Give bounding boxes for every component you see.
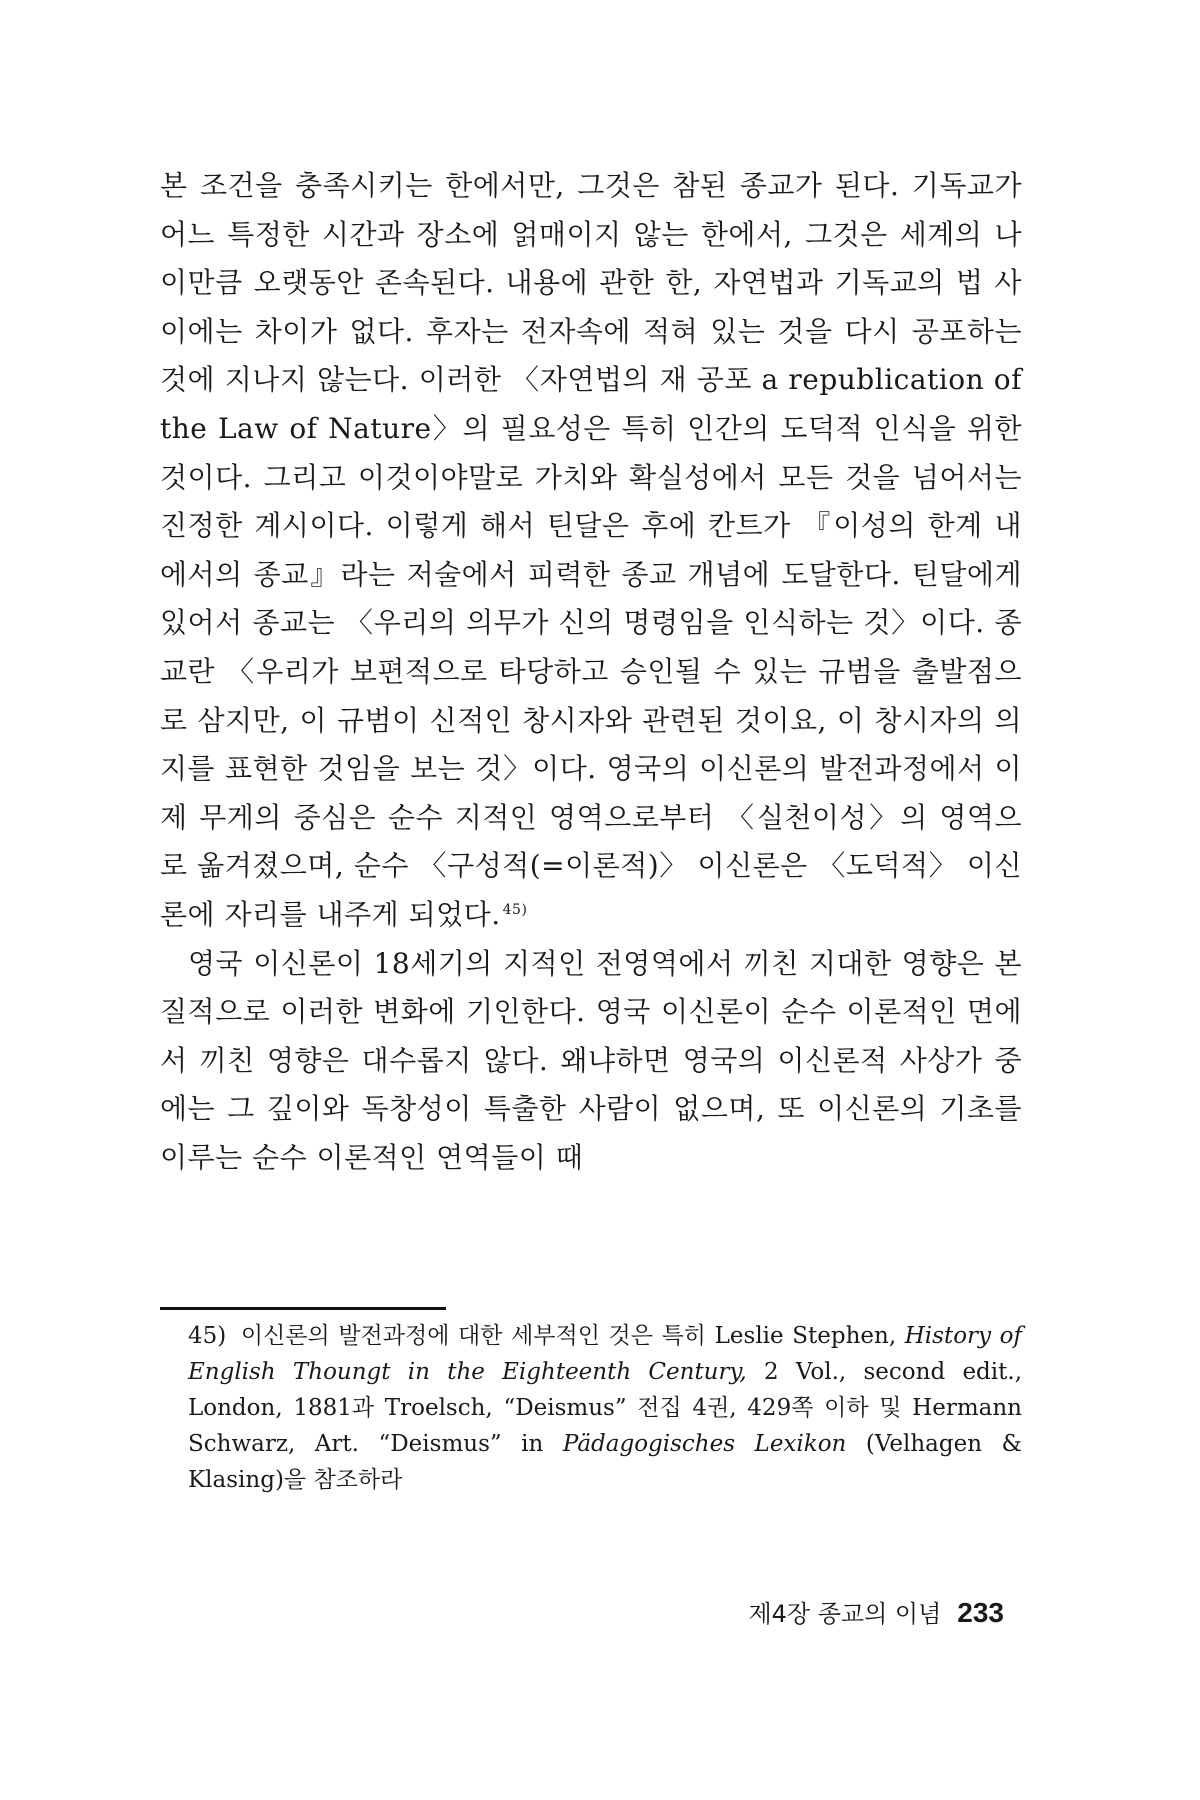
footnote-text: (Velhagen & Klasing)을 참조하라 (188, 1431, 1023, 1493)
paragraph-text: 본 조건을 충족시키는 한에서만, 그것은 참된 종교가 된다. 기독교가 어느 특정한 시간과 장소에 얽매이지 않는 한에서, 그것은 세계의 나이만큼 오랫동안 존속된다. 내용에 관한 한, 자연법과 기독교의 법 사이에는 차이가 없다. 후자는 전자속에 적혀 있는 것을 다시 공포하는 것에 지나지 않는다. 이러한 〈자연법의 재 공포 a republication of the Law of Nature〉의 필요성은 특히 인간의 도덕적 인식을 위한 것이다. 그리고 이것이야말로 가치와 확실성에서 모든 것을 넘어서는 진정한 계시이다. 이렇게 해서 틴달은 후에 칸트가 『이성의 한계 내에서의 종교』라는 저술에서 피력한 종교 개념에 도달한다. 틴달에게 있어서 종교는 〈우리의 의무가 신의 명령임을 인식하는 것〉이다. 종교란 〈우리가 보편적으로 타당하고 승인될 수 있는 규범을 출발점으로 삼지만, 이 규범이 신적인 창시자와 관련된 것이요, 이 창시자의 의지를 표현한 것임을 보는 것〉이다. 영국의 이신론의 발전과정에서 이제 무게의 중심은 순수 지적인 영역으로부터 〈실천이성〉의 영역으로 옮겨졌으며, 순수 〈구성적(=이론적)〉 이신론은 〈도덕적〉 이신론에 자리를 내주게 되었다. (160, 169, 1022, 931)
footnote-reference: 45) (502, 901, 528, 918)
footnote-text: 이신론의 발전과정에 대한 세부적인 것은 특히 Leslie Stephen, (240, 1323, 897, 1349)
running-footer (748, 1594, 1004, 1629)
footnote-book-title: History of English Thoungt in the Eighteenth Century, (188, 1323, 1023, 1385)
footnote-text: 2 Vol., second edit., London, 1881과 Troelsch, “Deismus” 전집 4권, 429쪽 이하 및 Hermann Schwarz, Art. “Deismus” in (188, 1359, 1022, 1457)
page-number: 233 (957, 1597, 1004, 1628)
paragraph: 영국 이신론이 18세기의 지적인 전영역에서 끼친 지대한 영향은 본질적으로 이러한 변화에 기인한다. 영국 이신론이 순수 이론적인 면에서 끼친 영향은 대수롭지 않다. 왜냐하면 영국의 이신론적 사상가 중에는 그 깊이와 독창성이 특출한 사람이 없으며, 또 이신론의 기초를 이루는 순수 이론적인 연역들이 때 (160, 946, 1022, 1174)
footnote-number: 45) (188, 1323, 227, 1349)
paragraph (160, 162, 1022, 940)
footnote-divider (160, 1307, 446, 1310)
main-text (160, 162, 1022, 1182)
footnote (188, 1318, 1022, 1498)
footnote-book-title: Pädagogisches Lexikon (562, 1431, 847, 1457)
chapter-title: 제4장 종교의 이념 (748, 1600, 942, 1628)
